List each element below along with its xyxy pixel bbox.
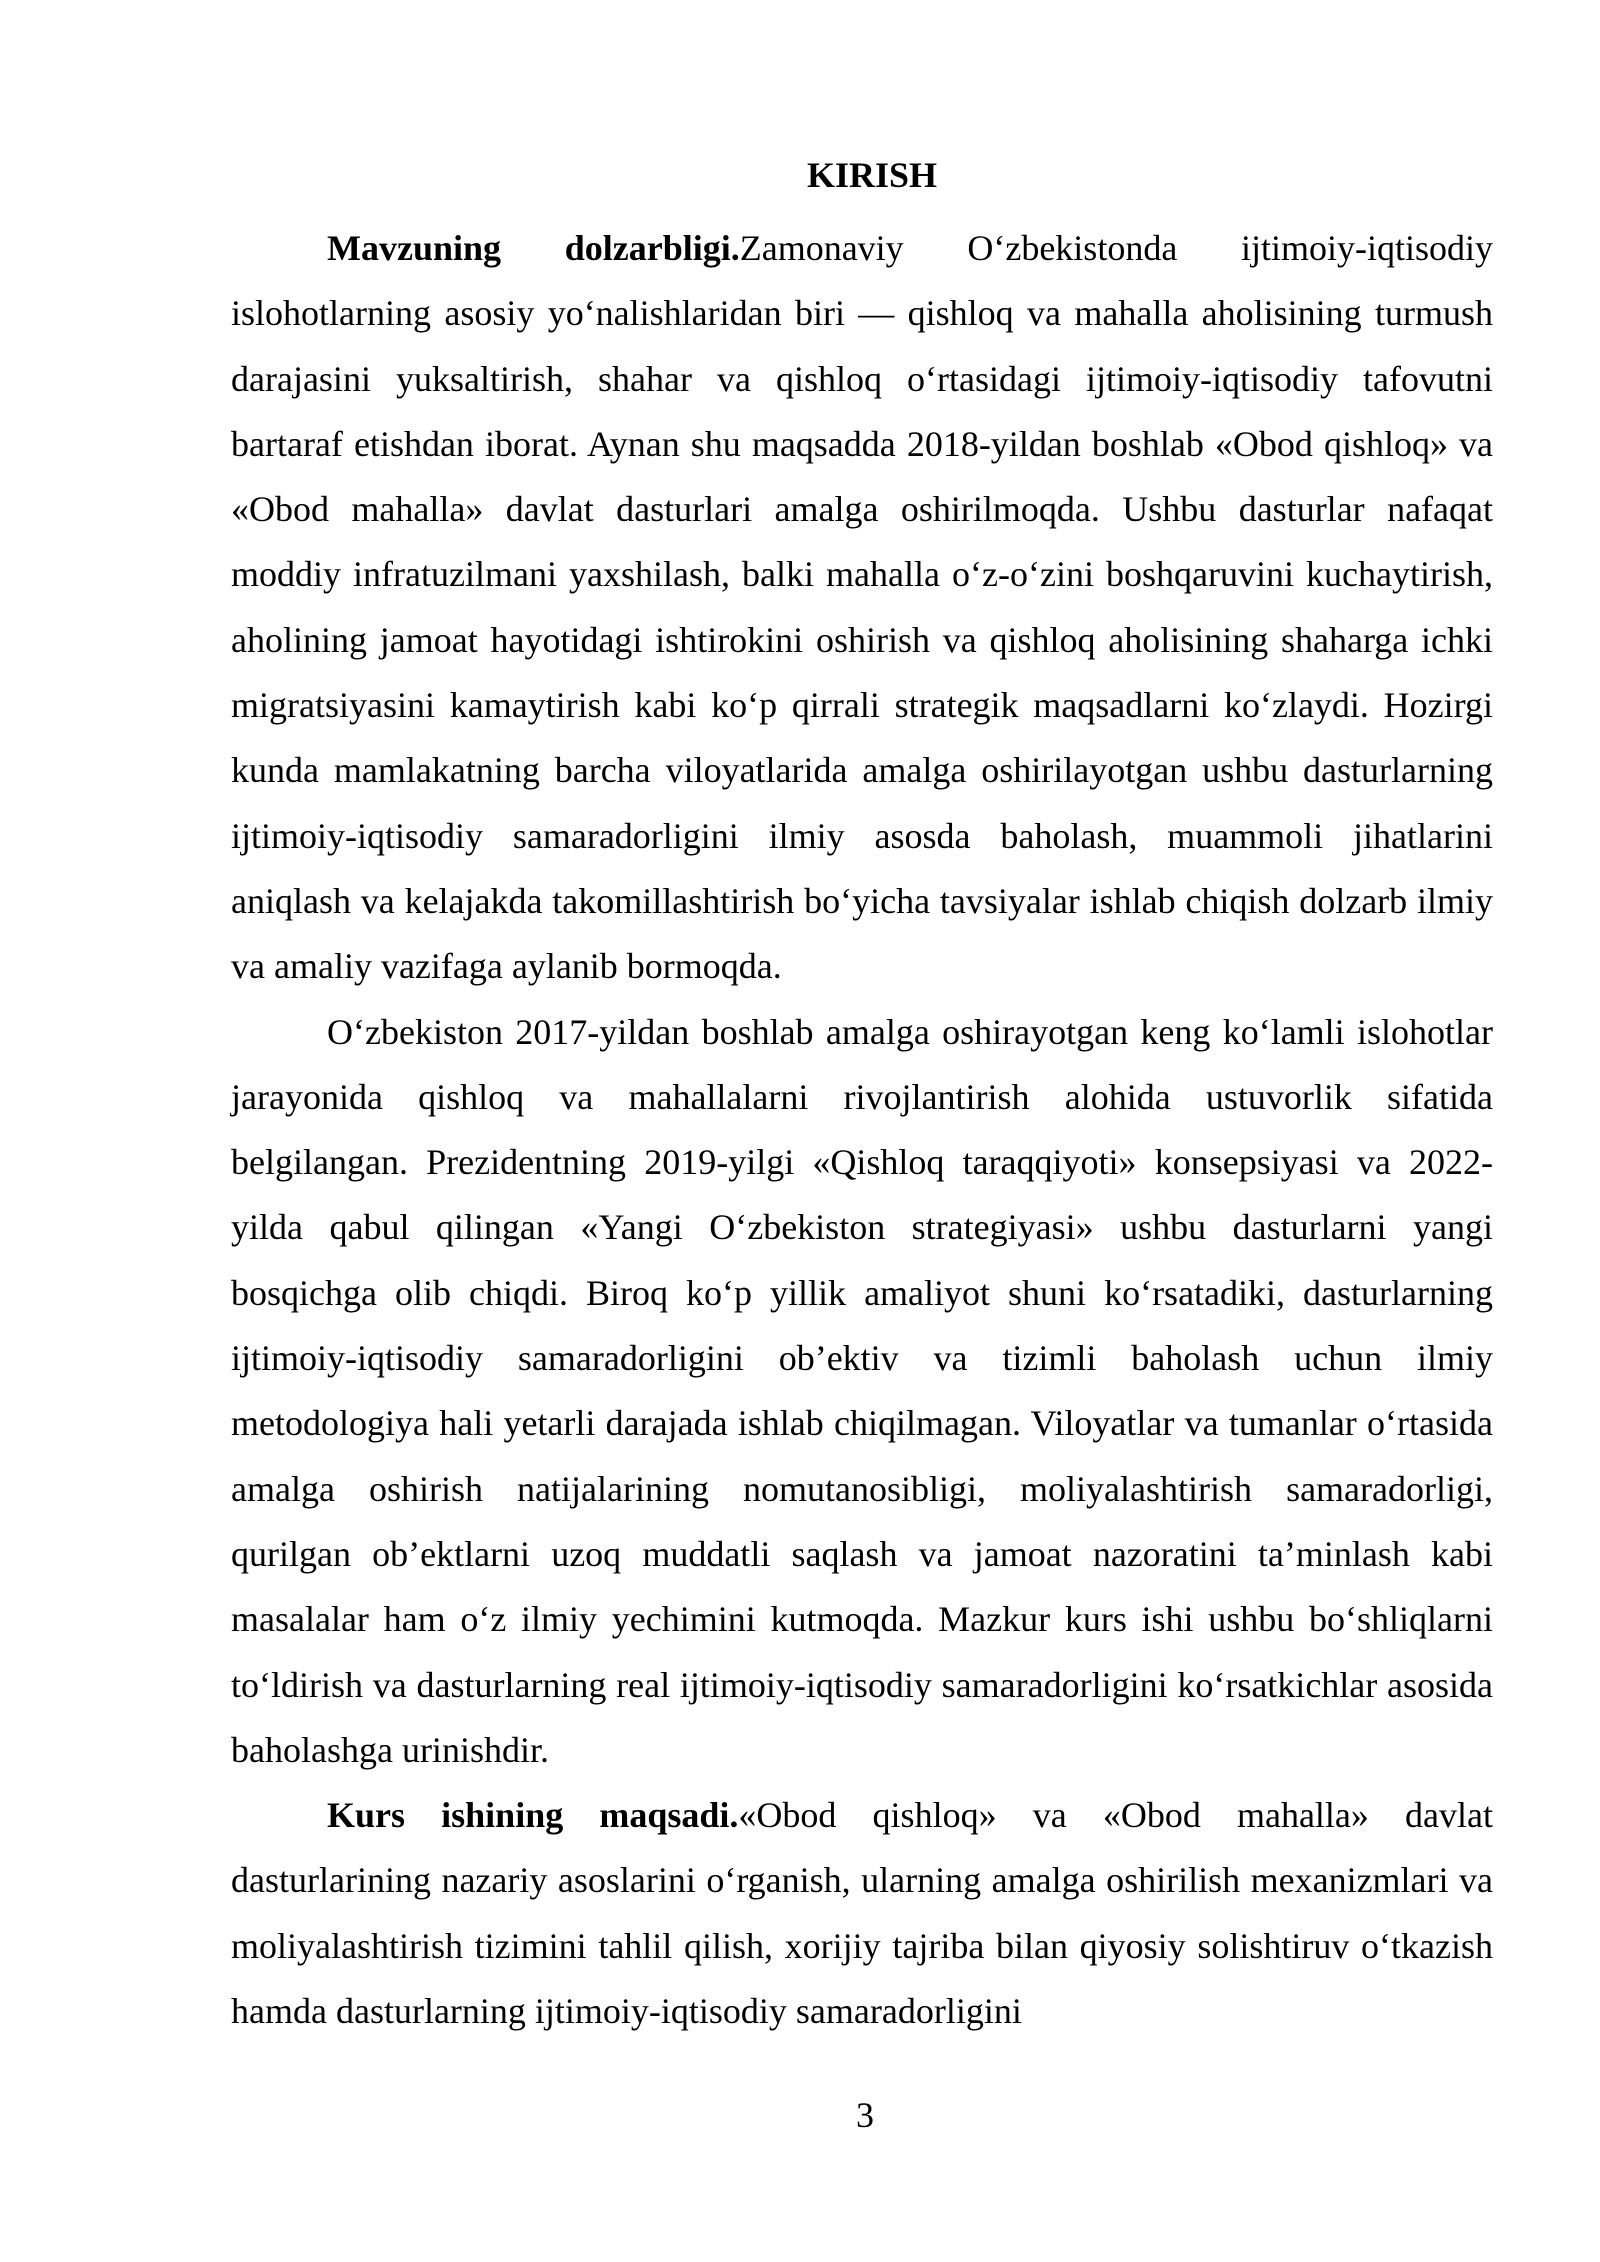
paragraph-text: O‘zbekiston 2017-yildan boshlab amalga oshirayotgan keng ko‘lamli islohotlar jarayonida qishloq va mahallalarni rivojlantirish alohida ustuvorlik sifatida belgilangan. Prezidentning 2019-yilgi «Qishloq taraqqiyoti» konsepsiyasi va 2022-yilda qabul qilingan «Yangi O‘zbekiston strategiyasi» ushbu dasturlarni yangi bosqichga olib chiqdi. Biroq ko‘p yillik amaliyot shuni ko‘rsatadiki, dasturlarning ijtimoiy-iqtisodiy samaradorligini ob’ektiv va tizimli baholash uchun ilmiy metodologiya hali yetarli darajada ishlab chiqilmagan. Viloyatlar va tumanlar o‘rtasida amalga oshirish natijalarining nomutanosibligi, moliyalashtirish samaradorligi, qurilgan ob’ektlarni uzoq muddatli saqlash va jamoat nazoratini ta’minlash kabi masalalar ham o‘z ilmiy yechimini kutmoqda. Mazkur kurs ishi ushbu bo‘shliqlarni to‘ldirish va dasturlarning real ijtimoiy-iqtisodiy samaradorligini ko‘rsatkichlar asosida baholashga urinishdir. bbox=[231, 1011, 1493, 1770]
paragraph-reforms bbox=[231, 1000, 1493, 1784]
paragraph-text: «Obod qishloq» va «Obod mahalla» davlat dasturlarining nazariy asoslarini o‘rganish, ularning amalga oshirilish mexanizmlari va moliyalashtirish tizimini tahlil qilish, xorijiy tajriba bilan qiyosiy solishtiruv o‘tkazish hamda dasturlarning ijtimoiy-iqtisodiy samaradorligini bbox=[231, 1795, 1494, 2032]
page-number: 3 bbox=[856, 2095, 874, 2135]
page-content bbox=[231, 150, 1493, 2044]
paragraph-lead: Kurs ishining maqsadi. bbox=[327, 1795, 739, 1836]
paragraph-relevance bbox=[231, 216, 1493, 1000]
paragraph-goal bbox=[231, 1783, 1493, 2044]
section-heading: KIRISH bbox=[806, 155, 938, 195]
paragraph-lead: Mavzuning dolzarbligi. bbox=[327, 228, 740, 268]
paragraph-text: Zamonaviy O‘zbekistonda ijtimoiy-iqtisodiy islohotlarning asosiy yo‘nalishlaridan biri — qishloq va mahalla aholisining turmush darajasini yuksaltirish, shahar va qishloq o‘rtasidagi ijtimoiy-iqtisodiy tafovutni bartaraf etishdan iborat. Aynan shu maqsadda 2018-yildan boshlab «Obod qishloq» va «Obod mahalla» davlat dasturlari amalga oshirilmoqda. Ushbu dasturlar nafaqat moddiy infratuzilmani yaxshilash, balki mahalla o‘z-o‘zini boshqaruvini kuchaytirish, aholining jamoat hayotidagi ishtirokini oshirish va qishloq aholisining shaharga ichki migratsiyasini kamaytirish kabi ko‘p qirrali strategik maqsadlarni ko‘zlaydi. Hozirgi kunda mamlakatning barcha viloyatlarida amalga oshirilayotgan ushbu dasturlarning ijtimoiy-iqtisodiy samaradorligini ilmiy asosda baholash, muammoli jihatlarini aniqlash va kelajakda takomillashtirish bo‘yicha tavsiyalar ishlab chiqish dolzarb ilmiy va amaliy vazifaga aylanib bormoqda. bbox=[231, 228, 1493, 987]
